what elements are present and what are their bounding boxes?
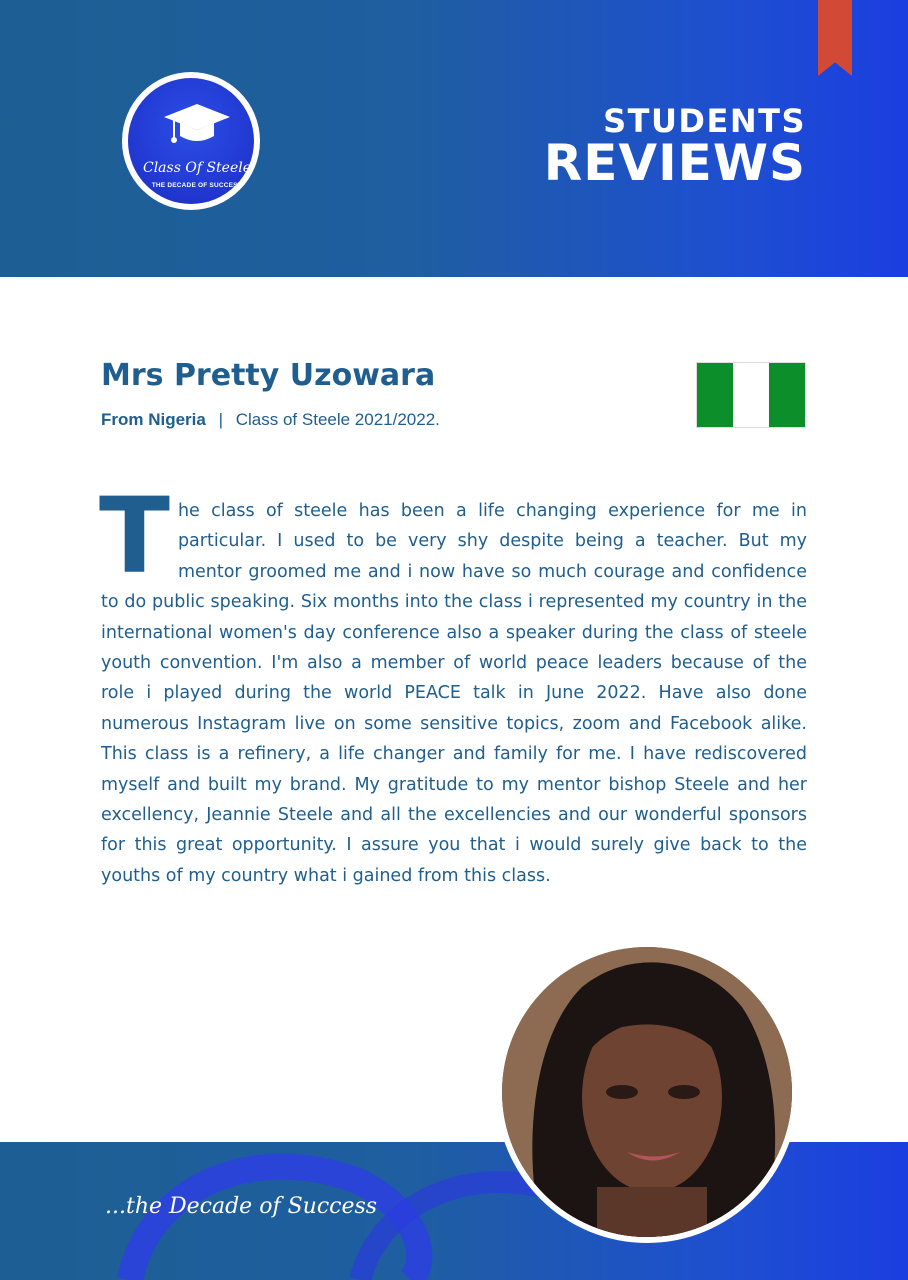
review-text bbox=[99, 475, 807, 891]
graduation-cap-icon bbox=[162, 100, 232, 158]
logo-badge bbox=[128, 78, 254, 204]
reviewer-portrait bbox=[502, 947, 792, 1237]
reviewer-class: Class of Steele 2021/2022. bbox=[235, 410, 440, 429]
review-body: he class of steele has been a life changing experience for me in particular. I used to be very shy despite being a teacher. But my mentor groomed me and i now have so much courage and confidence to do public speaking. Six months into the class i represented my country in the international women's day conference also a speaker during the class of steele youth convention. I'm also a member of world peace leaders because of the role i played during the world PEACE talk in June 2022. Have also done numerous Instagram live on some sensitive topics, zoom and Facebook alike. This class is a refinery, a life changer and family for me. I have rediscovered myself and built my brand. My gratitude to my mentor bishop Steele and her excellency, Jeannie Steele and all the excellencies and our wonderful sponsors for this great opportunity. I assure you that i would surely give back to the youths of my country what i gained from this class. bbox=[101, 501, 807, 886]
logo-subtitle: THE DECADE OF SUCCESS bbox=[151, 182, 243, 189]
heading-students: STUDENTS bbox=[603, 102, 806, 140]
footer-tagline: ...the Decade of Success bbox=[105, 1194, 378, 1219]
class-of-steele-logo bbox=[122, 72, 260, 210]
reviewer-meta bbox=[101, 410, 440, 430]
flag-green-left bbox=[697, 363, 733, 427]
flag-white-center bbox=[733, 363, 769, 427]
flag-green-right bbox=[769, 363, 805, 427]
heading-reviews: REVIEWS bbox=[543, 134, 806, 192]
nigeria-flag-icon bbox=[696, 362, 806, 428]
reviewer-photo bbox=[496, 941, 798, 1243]
logo-title: Class Of Steele bbox=[142, 160, 251, 176]
drop-cap: T bbox=[99, 475, 170, 597]
header-banner bbox=[0, 0, 908, 277]
meta-separator: | bbox=[218, 410, 224, 429]
reviewer-name: Mrs Pretty Uzowara bbox=[101, 358, 436, 393]
reviewer-origin: From Nigeria bbox=[101, 410, 206, 429]
bookmark-ribbon-icon bbox=[818, 0, 852, 76]
portrait-illustration bbox=[502, 947, 792, 1237]
